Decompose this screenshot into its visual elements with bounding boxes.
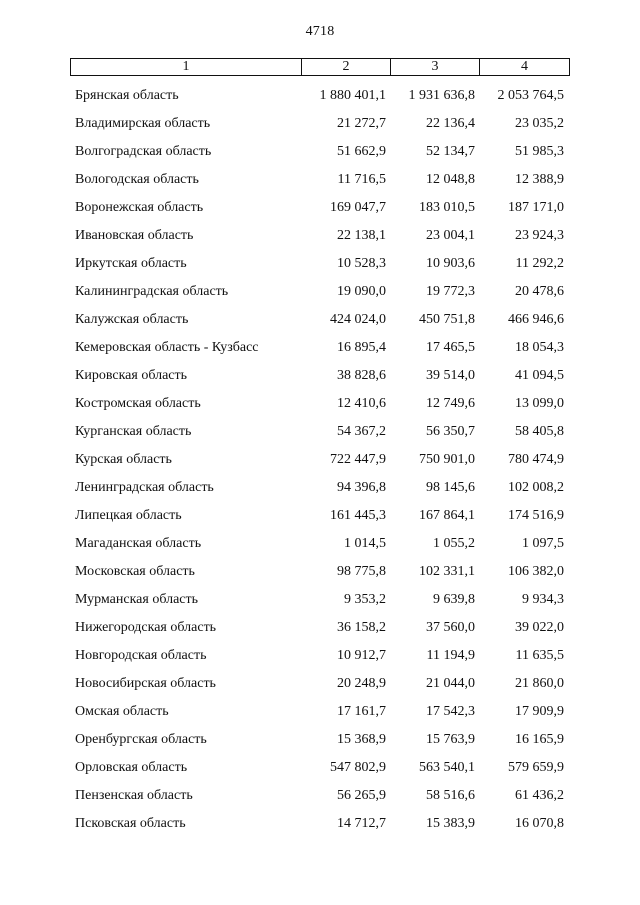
region-name-cell: Магаданская область	[75, 536, 202, 551]
value-column-3-cell: 750 901,0	[419, 452, 475, 467]
table-row	[70, 670, 570, 698]
value-column-4-cell: 780 474,9	[508, 452, 564, 467]
value-column-4-cell: 11 292,2	[515, 256, 564, 271]
value-column-3-cell: 11 194,9	[426, 648, 475, 663]
value-column-3-cell: 102 331,1	[419, 564, 475, 579]
value-column-4-cell: 20 478,6	[515, 284, 564, 299]
value-column-2-cell: 547 802,9	[330, 760, 386, 775]
table-row	[70, 250, 570, 278]
region-name-cell: Костромская область	[75, 396, 201, 411]
value-column-3-cell: 22 136,4	[426, 116, 475, 131]
table-row	[70, 586, 570, 614]
value-column-4-cell: 39 022,0	[515, 620, 564, 635]
value-column-2-cell: 54 367,2	[337, 424, 386, 439]
value-column-4-cell: 16 165,9	[515, 732, 564, 747]
region-name-cell: Мурманская область	[75, 592, 199, 607]
table-row	[70, 334, 570, 362]
value-column-4-cell: 21 860,0	[515, 676, 564, 691]
value-column-2-cell: 38 828,6	[337, 368, 386, 383]
region-name-cell: Владимирская область	[75, 116, 211, 131]
value-column-3-cell: 23 004,1	[426, 228, 475, 243]
table-row	[70, 726, 570, 754]
value-column-4-cell: 9 934,3	[522, 592, 564, 607]
value-column-4-cell: 58 405,8	[515, 424, 564, 439]
value-column-4-cell: 579 659,9	[508, 760, 564, 775]
region-name-cell: Курская область	[75, 452, 172, 467]
value-column-3-cell: 15 763,9	[426, 732, 475, 747]
value-column-3-cell: 15 383,9	[426, 816, 475, 831]
region-name-cell: Омская область	[75, 704, 169, 719]
region-name-cell: Калужская область	[75, 312, 189, 327]
value-column-2-cell: 16 895,4	[337, 340, 386, 355]
value-column-2-cell: 20 248,9	[337, 676, 386, 691]
value-column-2-cell: 424 024,0	[330, 312, 386, 327]
table-row	[70, 194, 570, 222]
value-column-3-cell: 37 560,0	[426, 620, 475, 635]
value-column-2-cell: 19 090,0	[337, 284, 386, 299]
value-column-3-cell: 10 903,6	[426, 256, 475, 271]
table-row	[70, 614, 570, 642]
value-column-3-cell: 19 772,3	[426, 284, 475, 299]
value-column-2-cell: 17 161,7	[337, 704, 386, 719]
value-column-2-cell: 11 716,5	[337, 172, 386, 187]
value-column-2-cell: 36 158,2	[337, 620, 386, 635]
value-column-4-cell: 102 008,2	[508, 480, 564, 495]
value-column-2-cell: 14 712,7	[337, 816, 386, 831]
region-name-cell: Московская область	[75, 564, 195, 579]
value-column-4-cell: 16 070,8	[515, 816, 564, 831]
value-column-4-cell: 2 053 764,5	[497, 88, 564, 103]
value-column-4-cell: 23 924,3	[515, 228, 564, 243]
value-column-3-cell: 167 864,1	[419, 508, 475, 523]
table-body	[70, 82, 570, 838]
table-row	[70, 362, 570, 390]
region-name-cell: Калининградская область	[75, 284, 229, 299]
page-number: 4718	[305, 24, 335, 39]
value-column-2-cell: 51 662,9	[337, 144, 386, 159]
table-row	[70, 222, 570, 250]
table-row	[70, 306, 570, 334]
value-column-4-cell: 106 382,0	[508, 564, 564, 579]
value-column-3-cell: 98 145,6	[426, 480, 475, 495]
column-header-3: 3	[391, 59, 480, 75]
value-column-4-cell: 187 171,0	[508, 200, 564, 215]
value-column-4-cell: 51 985,3	[515, 144, 564, 159]
value-column-4-cell: 61 436,2	[515, 788, 564, 803]
region-name-cell: Липецкая область	[75, 508, 182, 523]
table-row	[70, 82, 570, 110]
value-column-2-cell: 56 265,9	[337, 788, 386, 803]
region-name-cell: Оренбургская область	[75, 732, 207, 747]
column-header-1: 1	[71, 59, 302, 75]
table-row	[70, 418, 570, 446]
region-name-cell: Иркутская область	[75, 256, 187, 271]
value-column-2-cell: 94 396,8	[337, 480, 386, 495]
region-name-cell: Псковская область	[75, 816, 186, 831]
table-row	[70, 698, 570, 726]
table-row	[70, 110, 570, 138]
value-column-2-cell: 169 047,7	[330, 200, 386, 215]
table-row	[70, 446, 570, 474]
value-column-4-cell: 466 946,6	[508, 312, 564, 327]
value-column-3-cell: 450 751,8	[419, 312, 475, 327]
value-column-4-cell: 17 909,9	[515, 704, 564, 719]
value-column-2-cell: 9 353,2	[344, 592, 386, 607]
column-header-4: 4	[521, 59, 528, 74]
table-row	[70, 642, 570, 670]
table-row	[70, 810, 570, 838]
value-column-2-cell: 10 912,7	[337, 648, 386, 663]
region-name-cell: Брянская область	[75, 88, 179, 103]
table-row	[70, 530, 570, 558]
value-column-4-cell: 1 097,5	[522, 536, 564, 551]
value-column-3-cell: 9 639,8	[433, 592, 475, 607]
column-header-2: 2	[302, 59, 391, 75]
value-column-3-cell: 56 350,7	[426, 424, 475, 439]
region-name-cell: Новгородская область	[75, 648, 207, 663]
value-column-4-cell: 41 094,5	[515, 368, 564, 383]
table-row	[70, 754, 570, 782]
region-name-cell: Новосибирская область	[75, 676, 216, 691]
table-row	[70, 502, 570, 530]
value-column-3-cell: 52 134,7	[426, 144, 475, 159]
value-column-3-cell: 183 010,5	[419, 200, 475, 215]
table-row	[70, 558, 570, 586]
value-column-3-cell: 17 542,3	[426, 704, 475, 719]
value-column-4-cell: 23 035,2	[515, 116, 564, 131]
value-column-4-cell: 18 054,3	[515, 340, 564, 355]
table-row	[70, 390, 570, 418]
region-name-cell: Волгоградская область	[75, 144, 212, 159]
value-column-3-cell: 1 055,2	[433, 536, 475, 551]
region-name-cell: Орловская область	[75, 760, 188, 775]
value-column-3-cell: 563 540,1	[419, 760, 475, 775]
value-column-2-cell: 22 138,1	[337, 228, 386, 243]
region-name-cell: Кемеровская область - Кузбасс	[75, 340, 259, 355]
region-name-cell: Кировская область	[75, 368, 188, 383]
value-column-4-cell: 174 516,9	[508, 508, 564, 523]
value-column-3-cell: 1 931 636,8	[408, 88, 475, 103]
value-column-2-cell: 98 775,8	[337, 564, 386, 579]
table-row	[70, 474, 570, 502]
value-column-2-cell: 21 272,7	[337, 116, 386, 131]
value-column-3-cell: 58 516,6	[426, 788, 475, 803]
value-column-4-cell: 12 388,9	[515, 172, 564, 187]
region-name-cell: Пензенская область	[75, 788, 193, 803]
value-column-2-cell: 1 014,5	[344, 536, 386, 551]
table-header-row	[70, 58, 570, 76]
value-column-2-cell: 1 880 401,1	[319, 88, 386, 103]
value-column-2-cell: 161 445,3	[330, 508, 386, 523]
table-row	[70, 278, 570, 306]
table-row	[70, 782, 570, 810]
table-row	[70, 138, 570, 166]
value-column-3-cell: 39 514,0	[426, 368, 475, 383]
region-name-cell: Ленинградская область	[75, 480, 214, 495]
region-name-cell: Воронежская область	[75, 200, 204, 215]
region-name-cell: Ивановская область	[75, 228, 194, 243]
value-column-4-cell: 13 099,0	[515, 396, 564, 411]
region-name-cell: Нижегородская область	[75, 620, 217, 635]
value-column-3-cell: 17 465,5	[426, 340, 475, 355]
value-column-3-cell: 12 749,6	[426, 396, 475, 411]
value-column-2-cell: 722 447,9	[330, 452, 386, 467]
value-column-2-cell: 15 368,9	[337, 732, 386, 747]
value-column-2-cell: 10 528,3	[337, 256, 386, 271]
region-name-cell: Курганская область	[75, 424, 192, 439]
value-column-3-cell: 12 048,8	[426, 172, 475, 187]
value-column-3-cell: 21 044,0	[426, 676, 475, 691]
value-column-4-cell: 11 635,5	[515, 648, 564, 663]
value-column-2-cell: 12 410,6	[337, 396, 386, 411]
region-name-cell: Вологодская область	[75, 172, 199, 187]
table-row	[70, 166, 570, 194]
